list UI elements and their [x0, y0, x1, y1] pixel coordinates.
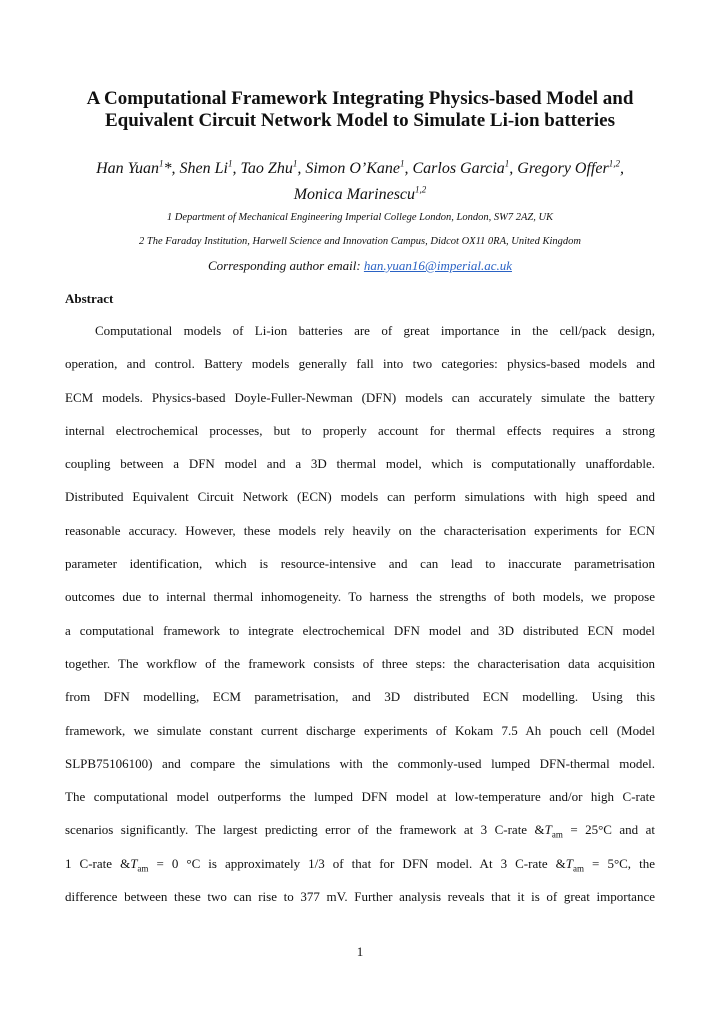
- abstract-line: Distributed Equivalent Circuit Network (ECN) models can perform simulations with high speed and: [65, 489, 655, 505]
- abstract-line: Computational models of Li-ion batteries are of great importance in the cell/pack design,: [95, 323, 655, 338]
- author-list: [60, 154, 660, 205]
- abstract-line: together. The workflow of the framework consists of three steps: the characterisation data acquisition: [65, 655, 655, 671]
- author: Monica Marinescu$^{1,2}$: [293, 184, 427, 203]
- abstract-line: difference between these two can rise to 377 mV. Further analysis reveals that it is of great importance: [65, 889, 655, 905]
- abstract-body: [65, 314, 655, 913]
- abstract-line: SLPB75106100) and compare the simulations with the commonly-used lumped DFN-thermal model.: [65, 755, 655, 771]
- author: Simon O’Kane$^1$,: [305, 159, 413, 178]
- abstract-line: The computational model outperforms the lumped DFN model at low-temperature and/or high C-rate: [65, 789, 655, 805]
- page-number: 1: [356, 944, 364, 959]
- affiliation-2: 2 The Faraday Institution, Harwell Science and Innovation Campus, Didcot OX11 0RA, United Kingdom: [139, 236, 581, 247]
- abstract-line: parameter identification, which is resource-intensive and can lead to inaccurate parametrisation: [65, 556, 655, 572]
- affiliation-1: 1 Department of Mechanical Engineering Imperial College London, London, SW7 2AZ, UK: [166, 212, 554, 223]
- author: Shen Li$^1$,: [179, 159, 241, 178]
- paper-title: [60, 88, 660, 132]
- author: Tao Zhu$^1$,: [240, 159, 306, 178]
- abstract-line: operation, and control. Battery models generally fall into two categories: physics-based models and: [65, 356, 655, 372]
- title-line-1: A Computational Framework Integrating Physics-based Model and: [86, 88, 634, 109]
- author: Han Yuan$^1$*,: [96, 159, 180, 178]
- abstract-line: coupling between a DFN model and a 3D thermal model, which is computationally unaffordable.: [65, 456, 655, 472]
- corresponding-email-link[interactable]: han.yuan16@imperial.ac.uk: [363, 258, 512, 273]
- abstract-line: outcomes due to internal thermal inhomogeneity. To harness the strengths of both models, we propose: [65, 589, 655, 605]
- author: Carlos Garcia$^1$,: [412, 159, 518, 178]
- corresponding-author: [60, 258, 660, 274]
- abstract-line: framework, we simulate constant current discharge experiments of Kokam 7.5 Ah pouch cell (Model: [65, 722, 655, 738]
- abstract-line: internal electrochemical processes, but to properly account for thermal effects requires a strong: [65, 422, 655, 438]
- abstract-heading: Abstract: [65, 291, 114, 306]
- author: Gregory Offer$^{1,2}$,: [517, 159, 624, 178]
- abstract-line: 1 C-rate $\&T_{am} = 0$ °C is approximately 1/3 of that for DFN model. At 3 C-rate $\&T_{am} = 5^\circ C$, the: [65, 855, 655, 874]
- abstract-line: a computational framework to integrate electrochemical DFN model and 3D distributed ECN model: [65, 622, 655, 638]
- abstract-line: ECM models. Physics-based Doyle-Fuller-Newman (DFN) models can accurately simulate the battery: [65, 389, 655, 405]
- corresponding-label: Corresponding author email:: [208, 258, 361, 273]
- abstract-line: reasonable accuracy. However, these models rely heavily on the characterisation experiments for ECN: [65, 522, 655, 538]
- abstract-line: scenarios significantly. The largest predicting error of the framework at 3 C-rate $\&T_{am} = 25^\circ C$ and at: [65, 822, 655, 841]
- title-line-2: Equivalent Circuit Network Model to Simulate Li-ion batteries: [105, 110, 615, 131]
- abstract-line: from DFN modelling, ECM parametrisation, and 3D distributed ECN modelling. Using this: [65, 689, 655, 705]
